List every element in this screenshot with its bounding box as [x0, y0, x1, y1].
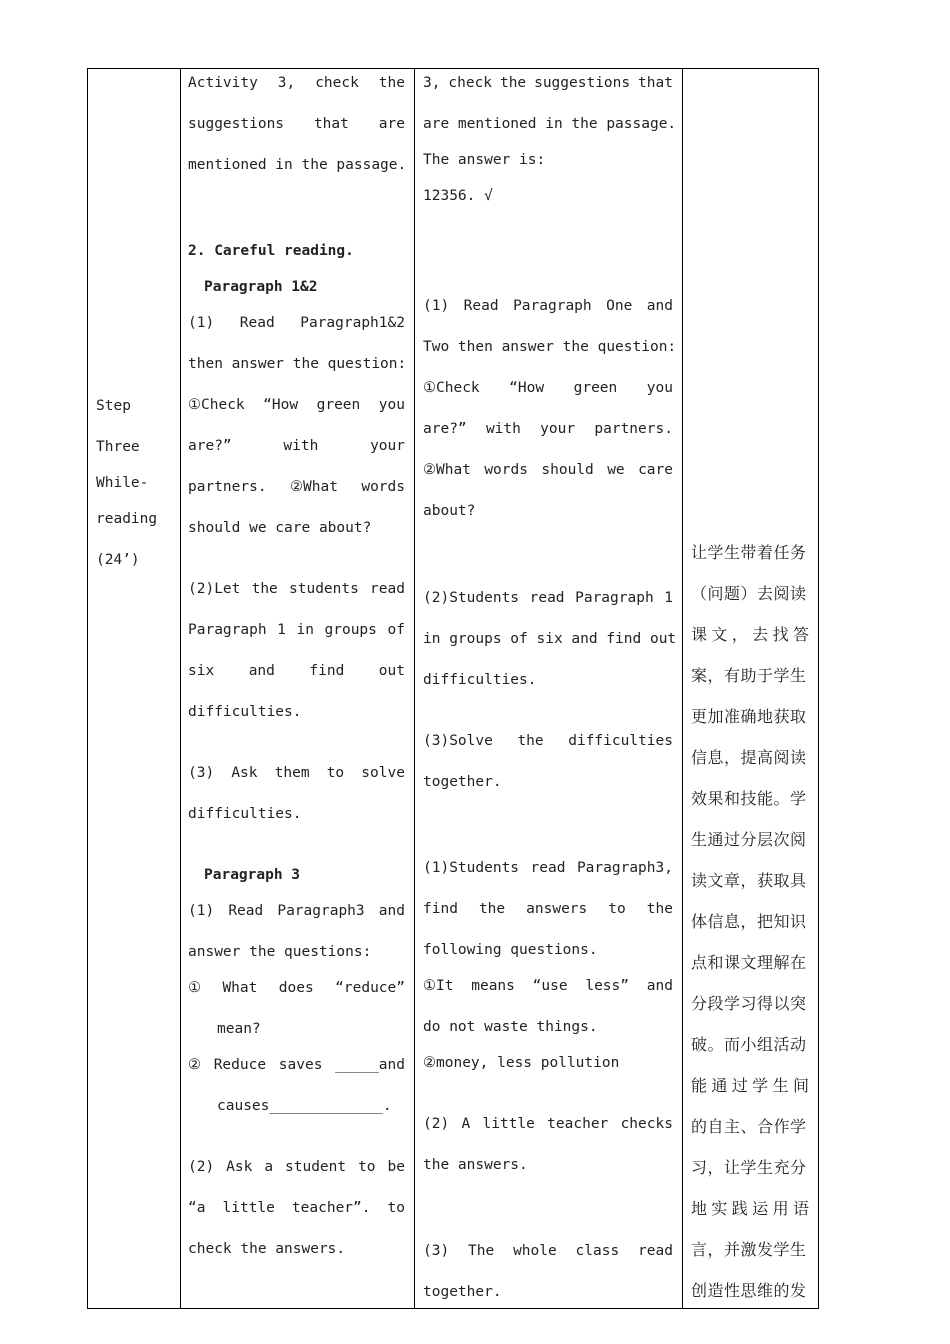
text-line: ① What does “reduce”	[188, 980, 405, 996]
step-label: Three	[96, 439, 140, 455]
text-line: Two then answer the question:	[423, 339, 677, 355]
text-line: (1)Students read Paragraph3,	[423, 860, 673, 876]
column-divider	[682, 69, 683, 1308]
text-line: are?” with your partners.	[423, 421, 673, 437]
text-line: check the answers.	[188, 1241, 346, 1257]
text-line: (2) A little teacher checks	[423, 1116, 673, 1132]
text-line: are mentioned in the passage.	[423, 116, 677, 132]
text-line: 的自主、合作学	[691, 1117, 807, 1136]
text-line: 读文章，获取具	[691, 871, 807, 890]
text-line: 信息，提高阅读	[691, 748, 807, 767]
paragraph-heading: Paragraph 1&2	[204, 279, 318, 295]
text-line: (1) Read Paragraph3 and	[188, 903, 405, 919]
step-time: (24’)	[96, 552, 140, 568]
text-line: causes_____________.	[217, 1098, 392, 1114]
text-line: The answer is:	[423, 152, 546, 168]
text-line: together.	[423, 1284, 502, 1300]
text-line: 生通过分层次阅	[691, 830, 807, 849]
text-line: do not waste things.	[423, 1019, 598, 1035]
text-line: ①Check “How green you	[188, 397, 405, 413]
text-line: Activity 3, check the	[188, 75, 405, 91]
text-line: partners. ②What words	[188, 479, 405, 495]
text-line: ①It means “use less” and	[423, 978, 673, 994]
text-line: (3) Ask them to solve	[188, 765, 405, 781]
text-line: （问题）去阅读	[691, 584, 807, 603]
text-line: mean?	[217, 1021, 261, 1037]
text-line: then answer the question:	[188, 356, 407, 372]
text-line: (3) The whole class read	[423, 1243, 673, 1259]
text-line: six and find out	[188, 663, 405, 679]
text-line: difficulties.	[188, 704, 302, 720]
text-line: 言，并激发学生	[691, 1240, 807, 1259]
text-line: Paragraph 1 in groups of	[188, 622, 405, 638]
text-line: 体信息，把知识	[691, 912, 807, 931]
text-line: 点和课文理解在	[691, 953, 807, 972]
text-line: ①Check “How green you	[423, 380, 673, 396]
text-line: 地 实 践 运 用 语	[691, 1199, 809, 1218]
column-divider	[414, 69, 415, 1308]
text-line: about?	[423, 503, 476, 519]
step-label: While-	[96, 475, 149, 491]
text-line: answer the questions:	[188, 944, 372, 960]
text-line: difficulties.	[188, 806, 302, 822]
text-line: difficulties.	[423, 672, 537, 688]
text-line: together.	[423, 774, 502, 790]
text-line: find the answers to the	[423, 901, 673, 917]
paragraph-heading: Paragraph 3	[204, 867, 301, 883]
text-line: 分段学习得以突	[691, 994, 807, 1013]
text-line: (1) Read Paragraph1&2	[188, 315, 405, 331]
text-line: are?” with your	[188, 438, 405, 454]
text-line: 12356. √	[423, 188, 493, 204]
text-line: (2)Students read Paragraph 1	[423, 590, 673, 606]
text-line: 破。而小组活动	[691, 1035, 807, 1054]
text-line: ②What words should we care	[423, 462, 673, 478]
text-line: ②money, less pollution	[423, 1055, 620, 1071]
text-line: “a little teacher”. to	[188, 1200, 405, 1216]
step-label: reading	[96, 511, 158, 527]
text-line: ② Reduce saves _____and	[188, 1057, 405, 1073]
text-line: in groups of six and find out	[423, 631, 677, 647]
text-line: (2)Let the students read	[188, 581, 405, 597]
text-line: 3, check the suggestions that	[423, 75, 673, 91]
text-line: 案，有助于学生	[691, 666, 807, 685]
text-line: (3)Solve the difficulties	[423, 733, 673, 749]
text-line: 课 文 ， 去 找 答	[691, 625, 809, 644]
text-line: suggestions that are	[188, 116, 405, 132]
step-label: Step	[96, 398, 131, 414]
text-line: should we care about?	[188, 520, 372, 536]
text-line: 更加准确地获取	[691, 707, 807, 726]
text-line: 让学生带着任务	[691, 543, 807, 562]
text-line: 能 通 过 学 生 间	[691, 1076, 809, 1095]
column-divider	[180, 69, 181, 1308]
text-line: the answers.	[423, 1157, 528, 1173]
text-line: 创造性思维的发	[691, 1281, 807, 1300]
text-line: 习，让学生充分	[691, 1158, 807, 1177]
section-heading: 2. Careful reading.	[188, 243, 354, 259]
text-line: (1) Read Paragraph One and	[423, 298, 673, 314]
text-line: following questions.	[423, 942, 598, 958]
text-line: (2) Ask a student to be	[188, 1159, 405, 1175]
text-line: mentioned in the passage.	[188, 157, 407, 173]
text-line: 效果和技能。学	[691, 789, 807, 808]
